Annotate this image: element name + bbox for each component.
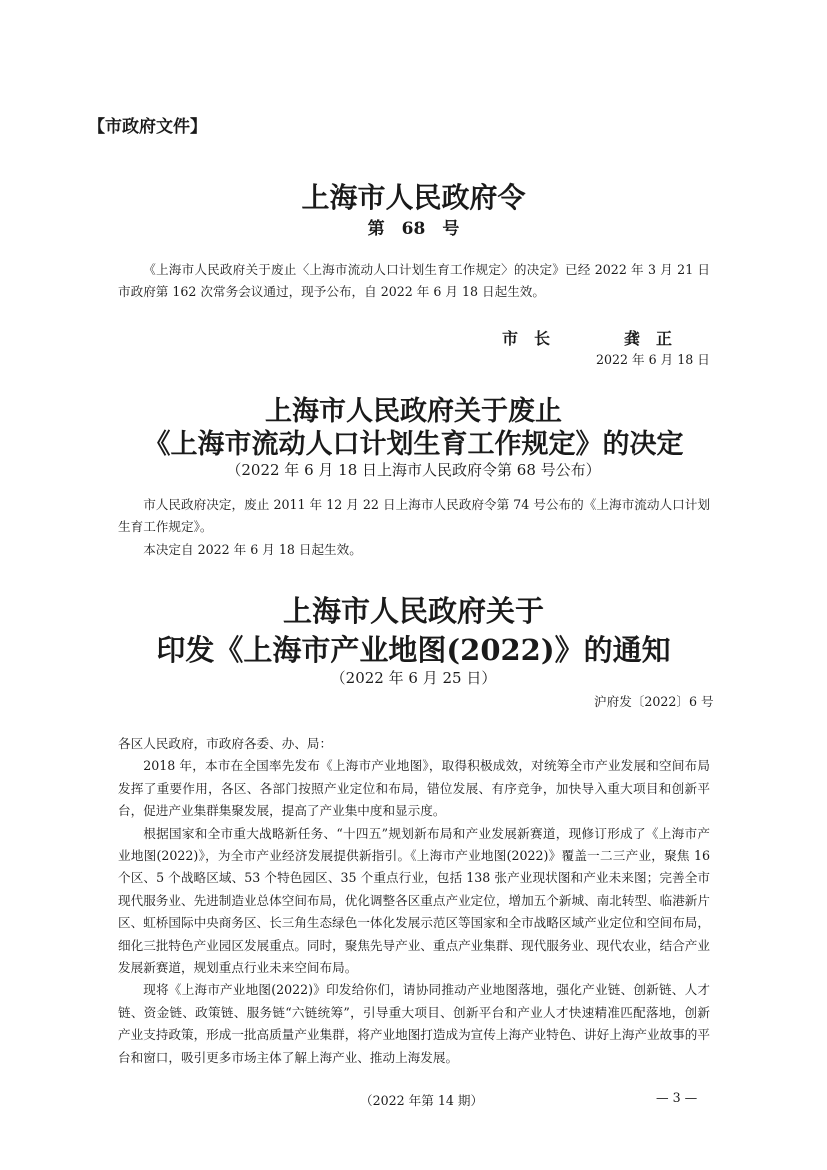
notice-date: （2022 年 6 月 25 日） <box>330 669 497 687</box>
section-tag: 【市政府文件】 <box>88 117 207 137</box>
decision-subtitle: （2022 年 6 月 18 日上海市人民政府令第 68 号公布） <box>226 461 601 479</box>
order-paragraph: 《上海市人民政府关于废止〈上海市流动人口计划生育工作规定〉的决定》已经 2022 年 3 月 21 日市政府第 162 次常务会议通过，现予公布，自 2022 年 6 月 18 日起生效。 <box>118 262 710 300</box>
notice-paragraph: 现将《上海市产业地图(2022)》印发给你们，请协同推动产业地图落地，强化产业链、创新链、人才链、资金链、政策链、服务链“六链统筹”，引导重大项目、创新平台和产业人才快速精准匹配落地，创新产业支持政策，形成一批高质量产业集群，将产业地图打造成为宣传上海产业特色、讲好上海产业故事的平台和窗口，吸引更多市场主体了解上海产业、推动上海发展。 <box>118 982 710 1065</box>
decision-paragraph: 本决定自 2022 年 6 月 18 日起生效。 <box>143 541 362 557</box>
order-number: 第 68 号 <box>367 219 460 239</box>
decision-paragraph: 市人民政府决定，废止 2011 年 12 月 22 日上海市人民政府令第 74 号公布的《上海市流动人口计划生育工作规定》。 <box>118 497 710 535</box>
order-title: 上海市人民政府令 <box>301 181 526 214</box>
notice-title-line1: 上海市人民政府关于 <box>282 594 544 628</box>
notice-salutation: 各区人民政府，市政府各委、办、局： <box>118 736 333 751</box>
notice-doc-number: 沪府发〔2022〕6 号 <box>594 694 714 709</box>
notice-paragraph: 根据国家和全市重大战略新任务、“十四五”规划新布局和产业发展新赛道，现修订形成了《上海市产业地图(2022)》，为全市产业经济发展提供新指引。《上海市产业地图(2022)》覆盖一二三产业，聚焦 16 个区、5 个战略区域、53 个特色园区、35 个重点行业，包括 138 张产业现状图和产业未来图；完善全市现代服务业、先进制造业总体空间布局，优化调整各区重点产业定位，增加五个新城、南北转型、临港新片区、虹桥国际中央商务区、长三角生态绿色一体化发展示范区等国家和全市战略区域产业定位和空间布局，细化三批特色产业园区发展重点。同时，聚焦先导产业、重点产业集群、现代服务业、现代农业，结合产业发展新赛道，规划重点行业未来空间布局。 <box>118 825 710 976</box>
notice-paragraph: 2018 年，本市在全国率先发布《上海市产业地图》，取得积极成效，对统筹全市产业发展和空间布局发挥了重要作用，各区、各部门按照产业定位和布局，错位发展、有序竞争，加快导入重大项目和创新平台，促进产业集群集聚发展，提高了产业集中度和显示度。 <box>118 758 710 819</box>
order-date: 2022 年 6 月 18 日 <box>596 352 710 367</box>
footer-issue: （2022 年第 14 期） <box>360 1093 484 1108</box>
decision-title-line1: 上海市人民政府关于废止 <box>265 396 562 427</box>
signer-name: 龚 正 <box>624 329 673 348</box>
notice-body <box>118 733 710 1069</box>
page-number: — 3 — <box>656 1090 698 1105</box>
signer-title: 市 长 <box>502 329 551 348</box>
order-body <box>118 259 710 304</box>
decision-body <box>118 494 710 561</box>
notice-title-line2: 印发《上海市产业地图(2022)》的通知 <box>156 633 671 667</box>
decision-title-line2: 《上海市流动人口计划生育工作规定》的决定 <box>143 429 684 460</box>
